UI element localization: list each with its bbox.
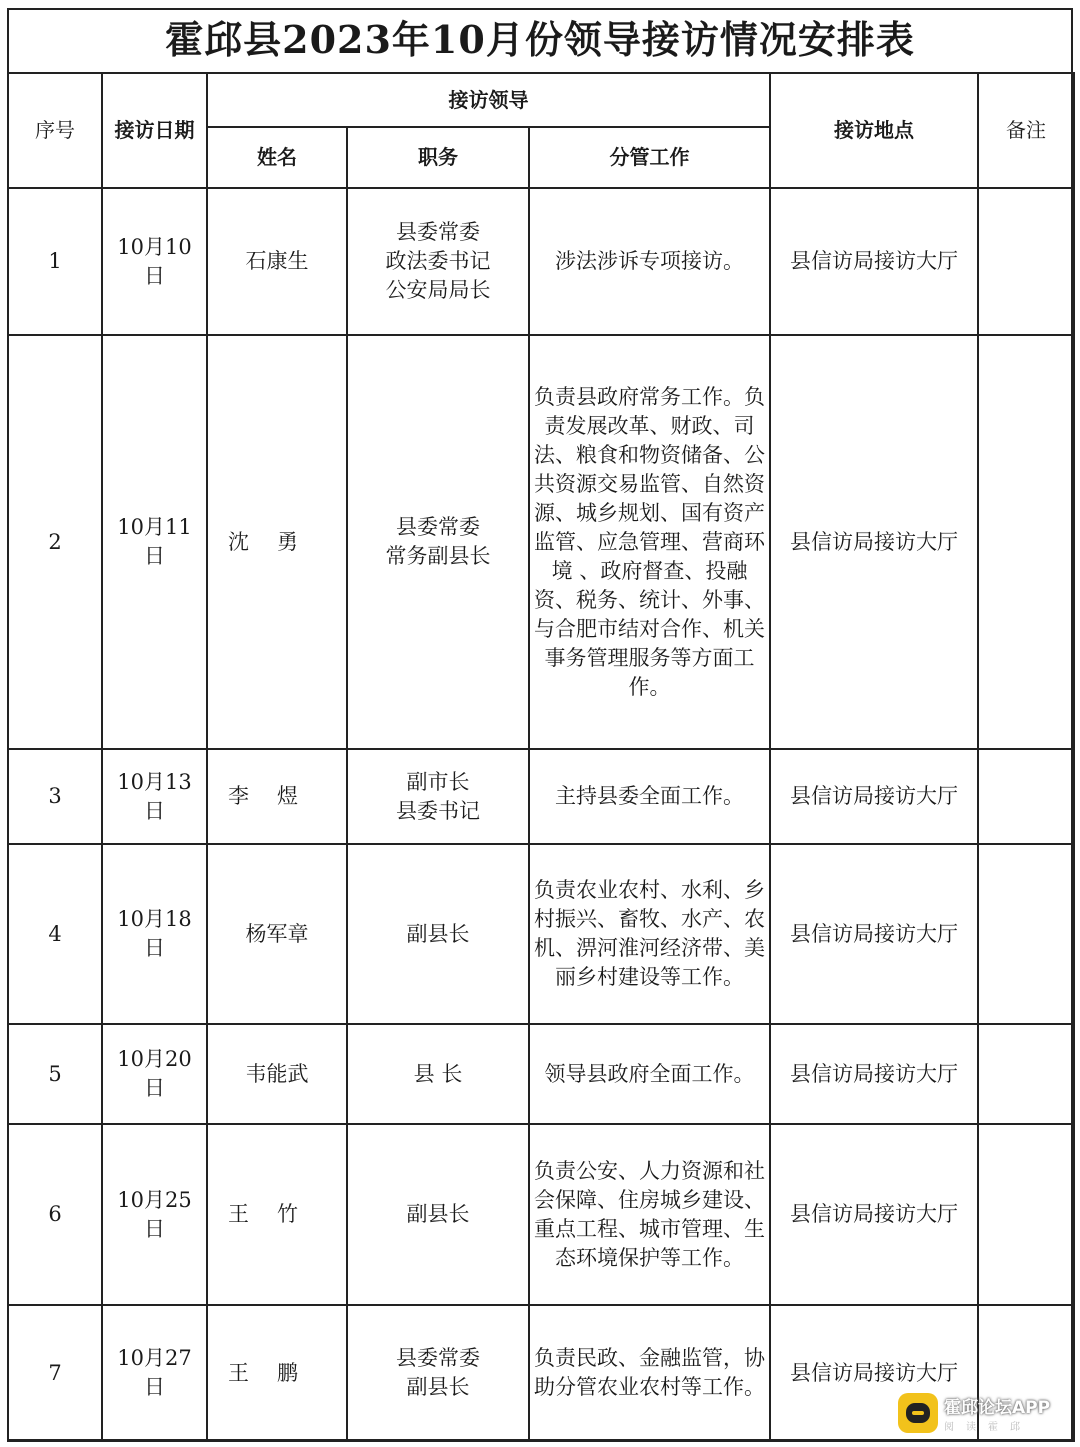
cell-seq: 2 (8, 335, 102, 749)
cell-name: 王竹 (207, 1124, 347, 1305)
cell-duty: 主持县委全面工作。 (529, 749, 770, 844)
cell-remark (978, 844, 1074, 1024)
header-name: 姓名 (207, 127, 347, 188)
cell-duty: 负责农业农村、水利、乡村振兴、畜牧、水产、农机、淠河淮河经济带、美丽乡村建设等工作。 (529, 844, 770, 1024)
cell-date: 10月25日 (102, 1124, 207, 1305)
watermark-tagline: 阅读霍邱 (944, 1422, 1032, 1433)
page-title: 霍邱县2023年10月份领导接访情况安排表 (165, 16, 915, 62)
cell-position: 县委常委 常务副县长 (347, 335, 529, 749)
cell-duty: 领导县政府全面工作。 (529, 1024, 770, 1124)
cell-duty: 负责县政府常务工作。负责发展改革、财政、司法、粮食和物资储备、公共资源交易监管、自然资源、城乡规划、国有资产监管、应急管理、营商环境 、政府督查、投融资、税务、统计、外事、与合肥市结对合作、机关事务管理服务等方面工作。 (529, 335, 770, 749)
cell-date: 10月20日 (102, 1024, 207, 1124)
table-row (8, 188, 1074, 335)
cell-remark (978, 335, 1074, 749)
cell-location: 县信访局接访大厅 (770, 1124, 978, 1305)
cell-date: 10月10日 (102, 188, 207, 335)
header-leader-group: 接访领导 (207, 73, 770, 127)
watermark-name: 霍邱论坛APP (944, 1398, 1051, 1418)
cell-date: 10月11日 (102, 335, 207, 749)
cell-seq: 3 (8, 749, 102, 844)
cell-seq: 7 (8, 1305, 102, 1441)
header-location: 接访地点 (770, 73, 978, 188)
table-row (8, 1124, 1074, 1305)
cell-location: 县信访局接访大厅 (770, 1305, 978, 1441)
cell-position: 县委常委 副县长 (347, 1305, 529, 1441)
cell-location: 县信访局接访大厅 (770, 335, 978, 749)
cell-seq: 5 (8, 1024, 102, 1124)
cell-date: 10月13日 (102, 749, 207, 844)
table-row (8, 844, 1074, 1024)
cell-date: 10月27日 (102, 1305, 207, 1441)
cell-position: 县 长 (347, 1024, 529, 1124)
cell-location: 县信访局接访大厅 (770, 188, 978, 335)
cell-name: 李煜 (207, 749, 347, 844)
header-seq: 序号 (8, 73, 102, 188)
cell-location: 县信访局接访大厅 (770, 749, 978, 844)
cell-position: 副县长 (347, 844, 529, 1024)
schedule-table (7, 72, 1075, 1442)
cell-position: 县委常委 政法委书记 公安局局长 (347, 188, 529, 335)
cell-seq: 1 (8, 188, 102, 335)
cell-date: 10月18日 (102, 844, 207, 1024)
cell-remark (978, 1124, 1074, 1305)
cell-duty: 负责民政、金融监管，协助分管农业农村等工作。 (529, 1305, 770, 1441)
cell-name: 王鹏 (207, 1305, 347, 1441)
header-remark: 备注 (978, 73, 1074, 188)
cell-name: 石康生 (207, 188, 347, 335)
cell-remark (978, 749, 1074, 844)
cell-seq: 6 (8, 1124, 102, 1305)
cell-location: 县信访局接访大厅 (770, 844, 978, 1024)
cell-duty: 涉法涉诉专项接访。 (529, 188, 770, 335)
cell-remark (978, 1024, 1074, 1124)
cell-name: 杨军章 (207, 844, 347, 1024)
cell-location: 县信访局接访大厅 (770, 1024, 978, 1124)
table-row (8, 335, 1074, 749)
cell-position: 副县长 (347, 1124, 529, 1305)
cell-position: 副市长 县委书记 (347, 749, 529, 844)
chat-bubble-icon (898, 1393, 938, 1433)
cell-duty: 负责公安、人力资源和社会保障、住房城乡建设、重点工程、城市管理、生态环境保护等工作。 (529, 1124, 770, 1305)
table-row (8, 1024, 1074, 1124)
header-duty: 分管工作 (529, 127, 770, 188)
cell-remark (978, 188, 1074, 335)
app-watermark (898, 1390, 1068, 1436)
header-date: 接访日期 (102, 73, 207, 188)
cell-name: 沈勇 (207, 335, 347, 749)
table-row (8, 749, 1074, 844)
header-position: 职务 (347, 127, 529, 188)
cell-seq: 4 (8, 844, 102, 1024)
cell-name: 韦能武 (207, 1024, 347, 1124)
